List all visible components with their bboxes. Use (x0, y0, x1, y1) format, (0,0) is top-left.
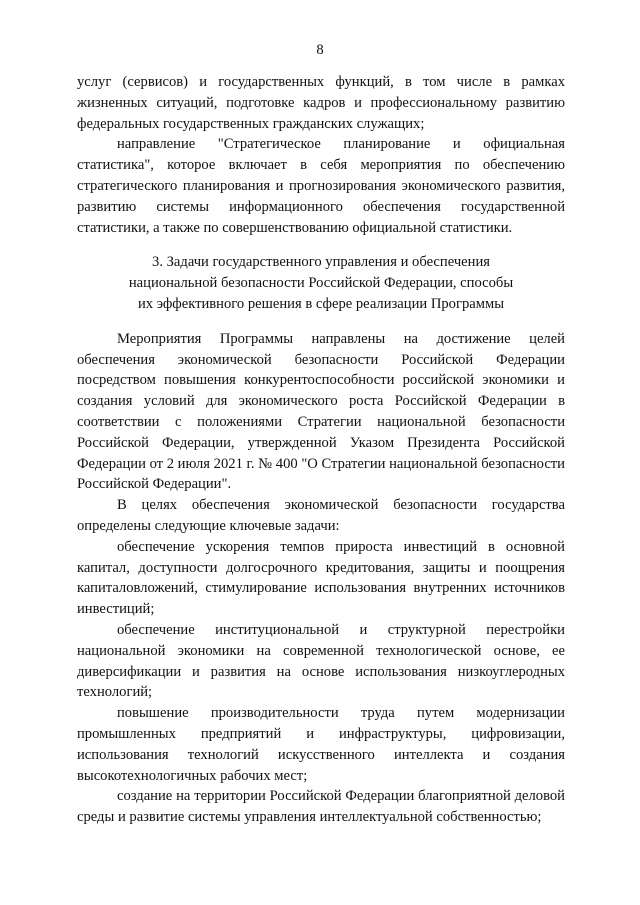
section-heading-line: национальной безопасности Российской Федерации, способы (128, 275, 514, 292)
paragraph: Мероприятия Программы направлены на достижение целей обеспечения экономической безопасности Российской Федерации посредством повышения конкурентоспособности российской экономики и создания условий для экономического роста Российской Федерации в соответствии с положениями Стратегии национальной безопасности Российской Федерации, утвержденной Указом Президента Российской Федерации от 2 июля 2021 г. № 400 "О Стратегии национальной безопасности Российской Федерации". (77, 330, 565, 493)
document-body (77, 72, 565, 828)
section-heading (77, 252, 565, 314)
list-item: создание на территории Российской Федерации благоприятной деловой среды и развитие системы управления интеллектуальной собственностью; (77, 788, 565, 826)
section-heading-line: 3. Задачи государственного управления и обеспечения (152, 254, 490, 271)
list-item: повышение производительности труда путем модернизации промышленных предприятий и инфраструктуры, цифровизации, использования технологий искусственного интеллекта и создания высокотехнологичных рабочих мест; (77, 705, 565, 784)
list-item: обеспечение институциональной и структурной перестройки национальной экономики на современной технологической основе, ее диверсификации и развития на основе использования низкоуглеродных технологий; (77, 621, 565, 701)
paragraph: В целях обеспечения экономической безопасности государства определены следующие ключевые задачи: (77, 497, 565, 534)
paragraph: услуг (сервисов) и государственных функций, в том числе в рамках жизненных ситуаций, подготовке кадров и профессиональному развитию федеральных государственных гражданских служащих; (77, 74, 565, 132)
section-heading-line: их эффективного решения в сфере реализации Программы (137, 295, 505, 312)
page-number: 8 (316, 42, 324, 58)
paragraph: направление "Стратегическое планирование и официальная статистика", которое включает в себя мероприятия по обеспечению стратегического планирования и прогнозирования экономического развития, развитию системы информационного обеспечения государственной статистики, а также по совершенствованию официальной статистики. (77, 136, 565, 236)
list-item: обеспечение ускорения темпов прироста инвестиций в основной капитал, доступности долгосрочного кредитования, защиты и поощрения капиталовложений, стимулирование использования внутренних источников инвестиций; (77, 538, 565, 618)
